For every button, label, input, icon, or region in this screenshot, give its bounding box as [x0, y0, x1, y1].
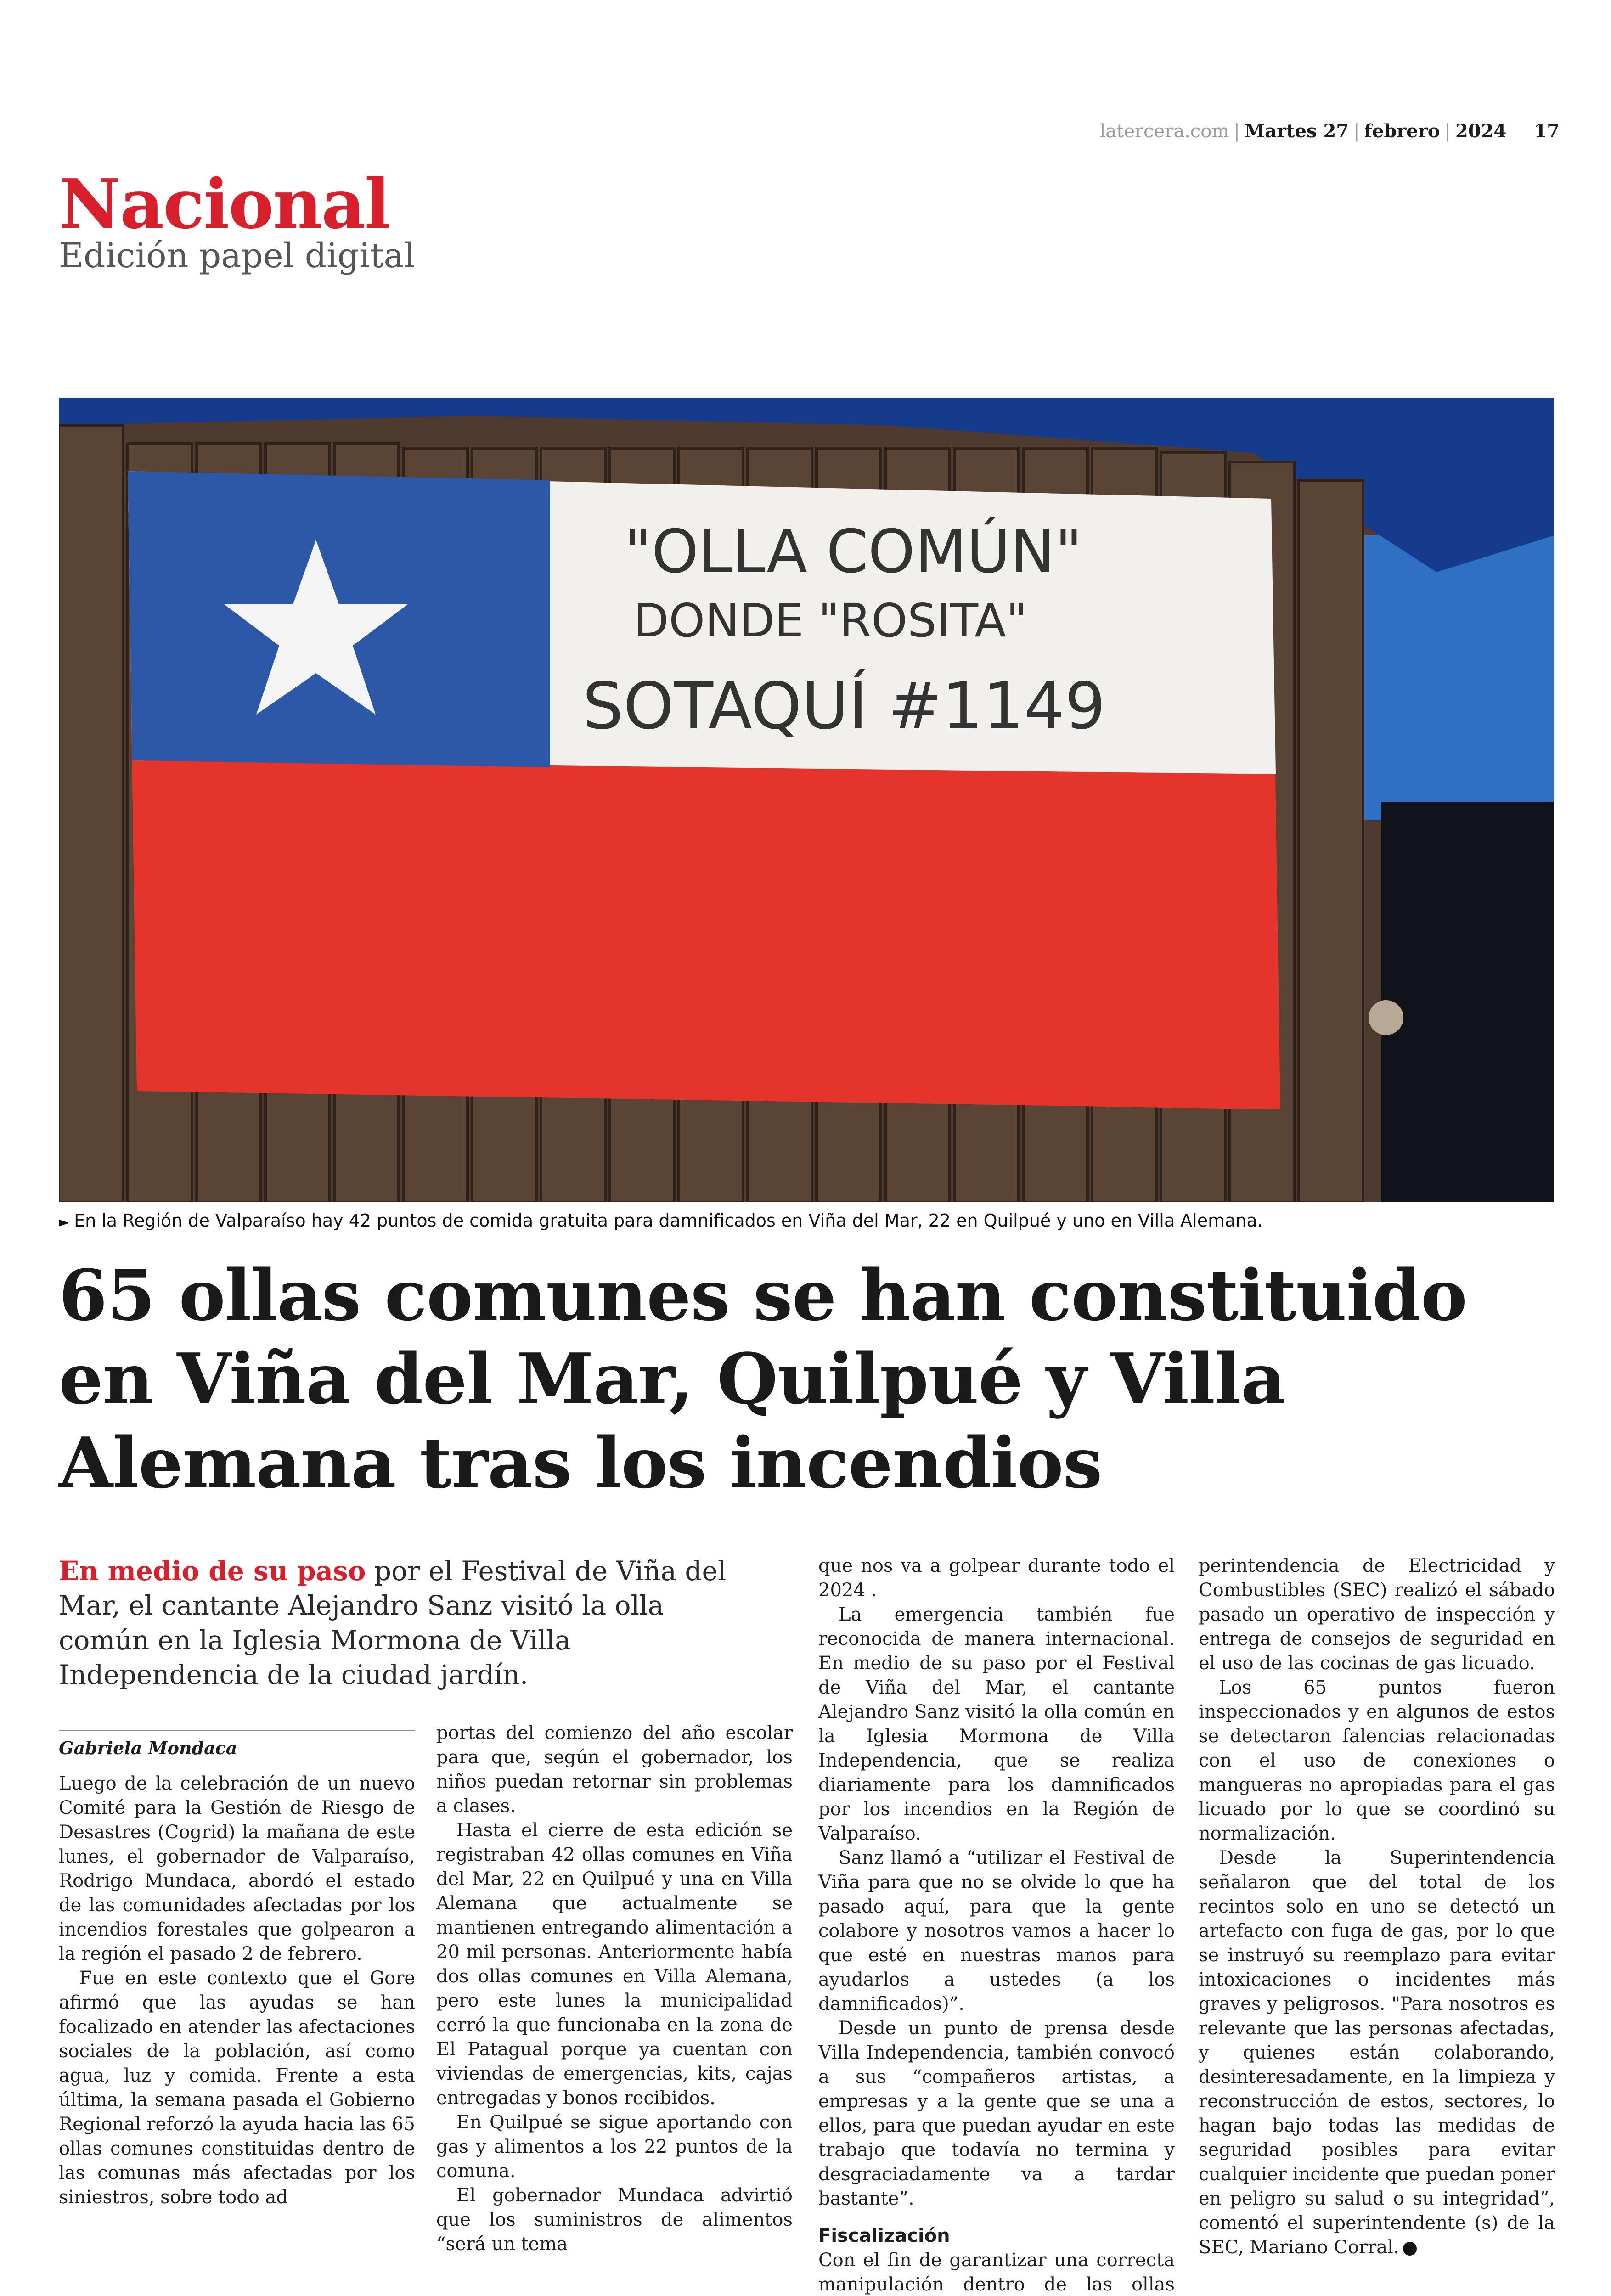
paragraph: Sanz llamó a “utilizar el Festival de Viña para que no se olvide lo que ha pasado aquí, para que la gente colabore y nosotros vamos a hacer lo que esté en nuestras manos para ayudarlos a ustedes (a los damnificados)”.: [818, 1847, 1175, 2015]
paragraph: Luego de la celebración de un nuevo Comité para la Gestión de Riesgo de Desastres (Cogrid) la mañana de este lunes, el gobernador de Valparaíso, Rodrigo Mundaca, abordó el estado de las comunidades afectadas por los incendios forestales que golpearon a la región el pasado 2 de febrero.: [59, 1773, 415, 1964]
paragraph: Con el fin de garantizar una correcta manipulación dentro de las ollas: [818, 2250, 1175, 2295]
flag-text-line-1: "OLLA COMÚN": [624, 517, 1082, 586]
paragraph: Hasta el cierre de esta edición se registraban 42 ollas comunes en Viña del Mar, 22 en Quilpué y una en Villa Alemana que actualmente se mantienen entregando alimentación a 20 mil personas. Anteriormente había dos ollas comunes en Villa Alemana, pero este lunes la municipalidad cerró la que funcionaba en la zona de El Patagual porque ya cuentan con viviendas de emergencias, kits, cajas entregadas y bonos recibidos.: [436, 1820, 793, 2109]
paragraph: En Quilpué se sigue aportando con gas y alimentos a los 22 puntos de la comuna.: [436, 2112, 793, 2182]
paragraph: [1199, 1846, 1555, 2260]
end-of-article-icon: [1403, 2242, 1417, 2256]
header-month: febrero: [1364, 120, 1440, 142]
lead-kicker: En medio de su paso: [59, 1555, 366, 1587]
article-column-4: [1199, 1554, 1555, 2260]
header-day: Martes 27: [1244, 120, 1349, 142]
subheading: Fiscalización: [818, 2225, 950, 2246]
final-paragraph-text: Desde la Superintendencia señalaron que del total de los recintos solo en uno se detectó un artefacto con fuga de gas, por lo que se instruyó su reemplazo para evitar intoxicaciones o incidentes más graves y peligrosos. "Para nosotros es relevante que las personas afectadas, y quienes están colaborando, desinteresadamente, en la limpieza y reconstrucción de estos, sectores, lo hagan bajo todas las medidas de seguridad posibles para evitar cualquier incidente que puedan poner en peligro su salud o su integridad”, comentó el superintendente (s) de la SEC, Mariano Corral.: [1199, 1847, 1555, 2258]
flag-text-line-2: DONDE "ROSITA": [633, 594, 1027, 647]
article-column-1: [59, 1772, 415, 2210]
byline: Gabriela Mondaca: [59, 1730, 415, 1758]
header-year: 2024: [1455, 120, 1507, 142]
paragraph: perintendencia de Electricidad y Combustibles (SEC) realizó el sábado pasado un operativo de inspección y entrega de consejos de seguridad en el uso de las cocinas de gas licuado.: [1199, 1555, 1555, 1674]
paragraph: La emergencia también fue reconocida de manera internacional. En medio de su paso por el Festival de Viña del Mar, el cantante Alejandro Sanz visitó la olla común en la Iglesia Mormona de Villa Independencia, que se realiza diariamente para los damnificados por los incendios en la Región de Valparaíso.: [818, 1604, 1175, 1844]
article-column-2: [436, 1721, 793, 2257]
flag-photo-illustration: [59, 398, 1554, 1202]
photo-caption: [59, 1210, 1263, 1231]
caption-text: En la Región de Valparaíso hay 42 puntos de comida gratuita para damnificados en Viña del Mar, 22 en Quilpué y uno en Villa Alemana.: [74, 1210, 1263, 1231]
article-lead: [59, 1554, 734, 1693]
paragraph: Fue en este contexto que el Gore afirmó que las ayudas se han focalizado en atender las afectaciones sociales de la población, así como agua, luz y comida. Frente a esta última, la semana pasada el Gobierno Regional reforzó la ayuda hacia las 65 ollas comunes constituidas dentro de las comunas más afectadas por los siniestros, sobre todo ad: [59, 1968, 415, 2208]
paragraph: El gobernador Mundaca advirtió que los suministros de alimentos “será un tema: [436, 2185, 793, 2255]
lead-text: por el Festival de Viña del Mar, el cantante Alejandro Sanz visitó la olla común en la Iglesia Mormona de Villa Independencia de la ciudad jardín.: [59, 1555, 727, 1691]
paragraph: Desde un punto de prensa desde Villa Independencia, también convocó a sus “compañeros artistas, a empresas y a la gente que se una a ellos, para que puedan ayudar en este trabajo que todavía no termina y desgraciadamente va a tardar bastante”.: [818, 2018, 1175, 2209]
caption-arrow-icon: ►: [59, 1214, 70, 1230]
article-column-3: [818, 1554, 1175, 2296]
page-number: 17: [1534, 120, 1560, 142]
section-title: Nacional: [59, 164, 389, 244]
article-headline: 65 ollas comunes se han constituido en Viña del Mar, Quilpué y Villa Alemana tras los incendios: [59, 1254, 1467, 1504]
paragraph: que nos va a golpear durante todo el 2024 .: [818, 1555, 1175, 1601]
article-photo: [59, 398, 1554, 1202]
paragraph: portas del comienzo del año escolar para que, según el gobernador, los niños puedan retornar sin problemas a clases.: [436, 1722, 793, 1817]
page-header: latercera.com | Martes 27 | febrero | 2024 17: [1099, 120, 1560, 142]
flag-text-line-3: SOTAQUÍ #1149: [582, 669, 1106, 744]
edition-label: Edición papel digital: [59, 236, 415, 276]
site-name: latercera.com: [1099, 121, 1229, 142]
paragraph: Los 65 puntos fueron inspeccionados y en algunos de estos se detectaron falencias relacionadas con el uso de conexiones o mangueras no apropiadas para el gas licuado por lo que se coordinó su normalización.: [1199, 1677, 1555, 1844]
